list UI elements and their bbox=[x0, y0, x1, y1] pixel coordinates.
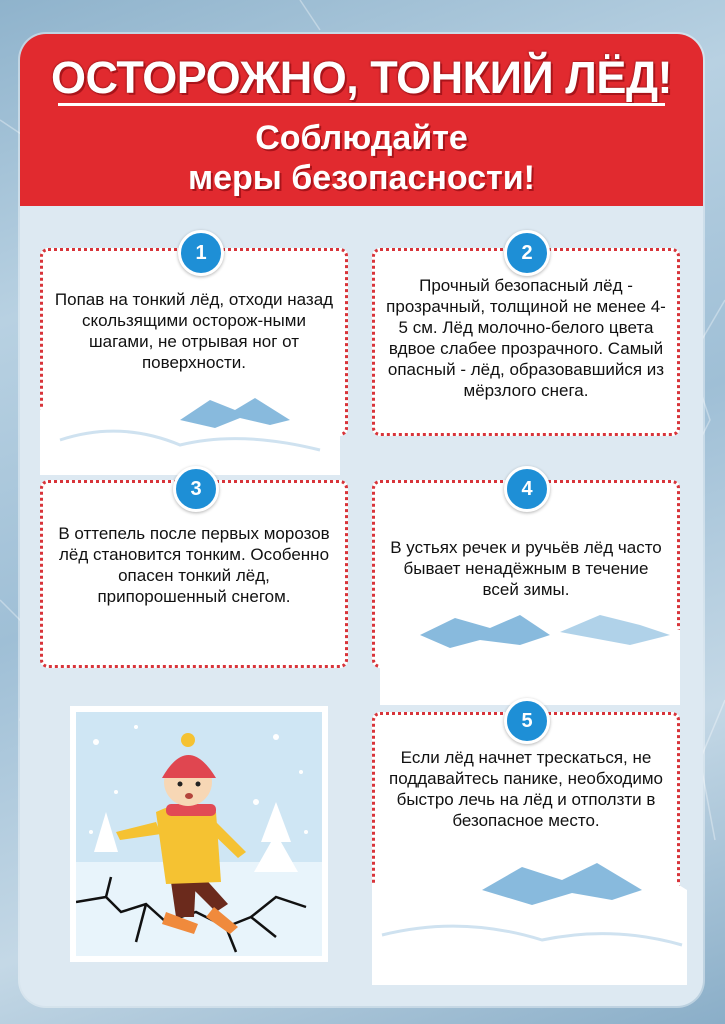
subtitle-line-1: Соблюдайте bbox=[255, 119, 468, 157]
tip-5-number-badge: 5 bbox=[504, 698, 550, 744]
tip-2-text: Прочный безопасный лёд - прозрачный, толщиной не менее 4-5 см. Лёд молочно-белого цвета вдвое слабее прозрачного. Самый опасный - лёд, образовавшийся из мёрзлого снега. bbox=[386, 276, 666, 400]
tip-3-text: В оттепель после первых морозов лёд становится тонким. Особенно опасен тонкий лёд, припорошенный снегом. bbox=[58, 524, 330, 606]
tip-4-text: В устьях речек и ручьёв лёд часто бывает ненадёжным в течение всей зимы. bbox=[390, 538, 662, 599]
poster-header bbox=[20, 34, 703, 206]
snow-drift-icon bbox=[380, 600, 680, 705]
snow-drift-icon bbox=[372, 845, 687, 985]
child-on-cracking-ice-icon bbox=[76, 712, 322, 956]
poster-title: ОСТОРОЖНО, ТОНКИЙ ЛЁД! bbox=[20, 52, 703, 104]
snow-drift-icon bbox=[40, 380, 340, 475]
tip-1-text: Попав на тонкий лёд, отходи назад скользящими осторож-ными шагами, не отрывая ног от поверхности. bbox=[54, 290, 334, 372]
subtitle-line-2: меры безопасности! bbox=[187, 159, 536, 197]
tip-4-number-badge: 4 bbox=[504, 466, 550, 512]
poster-subtitle bbox=[20, 118, 703, 198]
tip-3-number-badge: 3 bbox=[173, 466, 219, 512]
child-on-ice-illustration bbox=[70, 706, 328, 962]
tip-2-number-badge: 2 bbox=[504, 230, 550, 276]
tip-1-number-badge: 1 bbox=[178, 230, 224, 276]
tip-2-card bbox=[372, 248, 680, 436]
tip-5-text: Если лёд начнет трескаться, не поддавайтесь панике, необходимо быстро лечь на лёд и отползти в безопасное место. bbox=[389, 748, 663, 830]
